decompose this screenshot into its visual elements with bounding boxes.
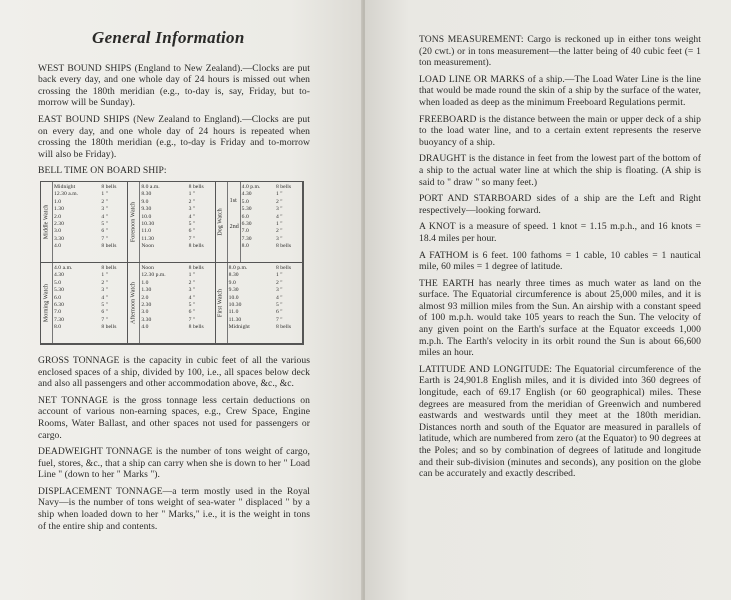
bell-row: [54, 302, 125, 309]
gross-tonnage-paragraph: [38, 355, 310, 390]
bell-count: 5 ": [101, 220, 108, 227]
bell-row: [54, 199, 125, 206]
bell-time: 6.0: [54, 294, 62, 301]
right-page: [365, 0, 731, 600]
bell-row: [141, 265, 212, 272]
bell-row: [54, 214, 125, 221]
deadweight-tonnage-paragraph: [38, 446, 310, 481]
bell-row: [54, 317, 125, 324]
bell-row: [54, 280, 125, 287]
bell-row: [229, 302, 300, 309]
bell-time: 12.30 a.m.: [54, 191, 79, 198]
dog-watch-first-label: 1st: [229, 197, 237, 204]
bell-row: [229, 324, 300, 331]
freeboard-paragraph: [419, 114, 701, 149]
watch-cell: [128, 263, 215, 344]
watch-name: [216, 263, 228, 343]
watch-rows: [229, 265, 300, 332]
bell-count: 7 ": [188, 316, 196, 323]
bell-time: Noon: [141, 264, 154, 271]
tons-measurement-text: : Cargo is reckoned up in either tons weight (20 cwt.) or in tons measurement—the latter being of 40 cubic feet (= 1 ton measurement).: [419, 34, 701, 69]
bell-count: 8 bells: [188, 264, 204, 271]
bell-row: [141, 243, 212, 250]
draught-text: is the distance in feet from the lowest part of the bottom of a ship to the actual water line at which the ship is floating. (A ship is said to " draw " so many feet.): [419, 153, 701, 188]
bell-row: [141, 228, 212, 235]
load-line-term: LOAD LINE OR MARKS: [419, 73, 525, 85]
bell-count: 6 ": [188, 309, 196, 316]
bell-count: 1 ": [188, 191, 196, 198]
bell-time: 4.30: [54, 272, 64, 279]
east-bound-term: EAST BOUND SHIPS: [38, 113, 130, 125]
bell-time: 2.30: [54, 220, 64, 227]
net-tonnage-term: NET TONNAGE: [38, 394, 108, 406]
earth-term: THE EARTH: [419, 277, 475, 289]
bell-count: 3 ": [188, 287, 196, 294]
watch-rows: [54, 265, 125, 332]
bell-count: 2 ": [101, 198, 108, 205]
displacement-tonnage-term: DISPLACEMENT TONNAGE: [38, 485, 163, 497]
earth-text: has nearly three times as much water as land on the surface. The Equatorial circumference is about 25,000 miles, and it is almost 93 million miles from the Sun. An airship with a constant speed of 100 m.p.h. would take 105 years to reach the Sun. The velocity of any given point on the Earth's surface at the Equator exceeds 1,000 m.p.h. The Earth's velocity in its orbit round the Sun is about 66,600 miles an hour.: [419, 277, 701, 359]
bell-count: 1 ": [275, 272, 283, 279]
net-tonnage-paragraph: [38, 395, 310, 441]
bell-count: 1 ": [275, 220, 283, 227]
bell-count: 3 ": [101, 206, 108, 213]
west-bound-text: (England to New Zealand).—Clocks are put back every day, and one whole day of 24 hours is missed out when crossing the 180th meridian (e.g., to-day is, say, Friday, but to-morrow will be Sunday).: [38, 62, 310, 109]
bell-row: [141, 324, 212, 331]
bell-time: Noon: [141, 243, 154, 250]
bell-time: 1.0: [54, 198, 62, 205]
bell-count: 3 ": [101, 287, 108, 294]
bell-count: 5 ": [188, 301, 196, 308]
bell-time: 2.0: [54, 213, 62, 220]
watch-cell: [216, 263, 303, 344]
west-bound-term: WEST BOUND SHIPS: [38, 62, 132, 74]
left-page: [0, 0, 363, 600]
bell-time: 6.30: [54, 301, 64, 308]
bell-row: [242, 191, 300, 198]
bell-time: 9.0: [228, 279, 236, 286]
bell-count: 8 bells: [275, 183, 292, 190]
freeboard-term: FREEBOARD: [419, 113, 477, 125]
bell-time: 7.30: [54, 316, 64, 323]
bell-time: 5.30: [54, 287, 64, 294]
bell-count: 8 bells: [101, 243, 117, 250]
bell-count: 3 ": [275, 287, 283, 294]
bell-count: 2 ": [275, 279, 283, 286]
earth-paragraph: [419, 278, 701, 359]
bell-row: [54, 191, 125, 198]
bell-row: [54, 243, 125, 250]
bell-time: 8.0: [54, 324, 62, 331]
bell-time: 9.30: [141, 206, 152, 213]
bell-row: [242, 184, 300, 191]
dog-watch-first: [229, 182, 241, 222]
bell-count: 1 ": [188, 272, 196, 279]
bell-row: [54, 295, 125, 302]
bell-row: [242, 236, 300, 243]
bell-time: Midnight: [228, 324, 250, 331]
draught-term: DRAUGHT: [419, 153, 467, 165]
bell-time: 3.0: [54, 228, 62, 235]
watch-cell: [41, 263, 128, 344]
bell-time: 8.0 p.m.: [228, 264, 248, 271]
bell-row: [141, 236, 212, 243]
bell-row: [141, 191, 212, 198]
bell-time: 10.30: [141, 220, 155, 227]
bell-count: 4 ": [101, 294, 108, 301]
bell-time: 5.30: [241, 206, 252, 213]
latitude-longitude-term: LATITUDE AND LONGITUDE: [419, 363, 550, 375]
bell-time: 11.0: [141, 228, 152, 235]
bell-count: 4 ": [275, 294, 283, 301]
bell-row: [229, 287, 300, 294]
bell-time: 9.30: [228, 287, 239, 294]
bell-row: [242, 243, 300, 250]
gross-tonnage-term: GROSS TONNAGE: [38, 354, 120, 366]
bell-row: [54, 206, 125, 213]
bell-count: 3 ": [188, 206, 196, 213]
fathom-text: is 6 feet. 100 fathoms = 1 cable, 10 cables = 1 nautical mile, 60 miles = 1 degree of latitude.: [419, 249, 702, 273]
bell-row: [54, 228, 125, 235]
bell-row: [54, 272, 125, 279]
bell-count: 2 ": [275, 198, 283, 205]
bell-count: 5 ": [101, 301, 108, 308]
bell-time: 4.30: [241, 191, 252, 198]
bell-count: 8 bells: [101, 183, 117, 190]
bell-time: 6.0: [241, 213, 249, 220]
bell-count: 2 ": [101, 279, 108, 286]
watch-name: [41, 263, 53, 343]
bell-row: [141, 280, 212, 287]
watch-name-text: Afternoon Watch: [130, 281, 137, 324]
bell-time: 3.30: [141, 316, 152, 323]
dog-watch-second-label: 2nd: [229, 223, 239, 230]
watch-name: [128, 263, 140, 343]
bell-row: [141, 295, 212, 302]
bell-count: 8 bells: [188, 243, 204, 250]
bell-count: 8 bells: [275, 324, 292, 331]
bell-count: 2 ": [188, 279, 196, 286]
bell-row: [54, 309, 125, 316]
bell-row: [141, 309, 212, 316]
displacement-tonnage-paragraph: [38, 486, 310, 532]
bell-time: Midnight: [54, 183, 76, 190]
bell-time: 10.0: [141, 213, 152, 220]
watch-name: [128, 182, 140, 262]
bell-time: 2.0: [141, 294, 149, 301]
bell-count: 1 ": [275, 191, 283, 198]
bell-row: [242, 228, 300, 235]
bell-time: 7.0: [241, 228, 249, 235]
east-bound-text: (New Zealand to England).—Clocks are put on every day, and one whole day of 24 hours is repeated when crossing the 180th meridian (e.g., to-day is Friday and to-morrow will also be Friday).: [38, 113, 310, 160]
displacement-tonnage-text: —a term mostly used in the Royal Navy—is the number of tons weight of sea-water " displaced " by a ship when loaded down to her " Marks," i.e., it is the weight in tons of the entire ship and contents.: [38, 485, 310, 532]
bell-row: [141, 302, 212, 309]
bell-row: [54, 221, 125, 228]
bell-row: [141, 287, 212, 294]
bell-time: 2.30: [141, 301, 152, 308]
bell-time: 1.30: [141, 287, 152, 294]
deadweight-tonnage-term: DEADWEIGHT TONNAGE: [38, 446, 153, 458]
watch-name-text: Forenoon Watch: [130, 201, 137, 243]
left-column: [38, 28, 310, 537]
bell-count: 5 ": [188, 220, 196, 227]
port-starboard-term: PORT AND STARBOARD: [419, 193, 532, 205]
bell-count: 4 ": [275, 213, 283, 220]
port-starboard-text: sides of a ship are the Left and Right respectively—looking forward.: [419, 193, 701, 216]
bell-time: 12.30 p.m.: [141, 272, 166, 279]
bell-time: 7.30: [241, 235, 252, 242]
bell-row: [229, 309, 300, 316]
bell-time: 3.0: [141, 309, 149, 316]
bell-time: 7.0: [54, 309, 62, 316]
bell-time-table: [40, 181, 304, 345]
bell-count: 3 ": [275, 206, 283, 213]
bell-time: 4.0: [141, 324, 149, 331]
knot-paragraph: [419, 221, 701, 244]
bell-time: 8.0: [241, 243, 249, 250]
bell-time: 1.0: [141, 279, 149, 286]
bell-row: [229, 265, 300, 272]
page-title: General Information: [92, 28, 245, 47]
deadweight-tonnage-text: is the number of tons weight of cargo, fuel, stores, &c., that a ship can carry when she is down to her " Load Line " (down to her " Marks ").: [38, 446, 310, 481]
load-line-paragraph: [419, 74, 701, 109]
west-bound-paragraph: [38, 63, 310, 109]
bell-row: [141, 221, 212, 228]
watch-name-text: First Watch: [217, 288, 224, 317]
draught-paragraph: [419, 153, 701, 188]
bell-row: [229, 280, 300, 287]
bell-time: 10.0: [228, 294, 239, 301]
east-bound-paragraph: [38, 114, 310, 160]
bell-row: [141, 199, 212, 206]
bell-time: 8.30: [228, 272, 239, 279]
watch-name-text: Morning Watch: [42, 283, 49, 323]
bell-count: 8 bells: [275, 243, 292, 250]
bell-count: 6 ": [188, 228, 196, 235]
watch-cell: [41, 182, 128, 263]
bell-count: 7 ": [188, 235, 196, 242]
bell-row: [242, 221, 300, 228]
bell-count: 4 ": [101, 213, 108, 220]
bell-count: 7 ": [275, 316, 283, 323]
bell-count: 2 ": [188, 198, 196, 205]
bell-row: [54, 236, 125, 243]
watch-cell: [216, 182, 303, 263]
bell-count: 2 ": [275, 228, 283, 235]
bell-time: 10.30: [228, 301, 242, 308]
bell-row: [229, 272, 300, 279]
bell-count: 1 ": [101, 272, 108, 279]
bell-time: 5.0: [241, 198, 249, 205]
tons-measurement-paragraph: [419, 34, 701, 69]
bell-count: 8 bells: [101, 324, 117, 331]
bell-time-heading: BELL TIME ON BOARD SHIP:: [38, 165, 167, 177]
bell-count: 8 bells: [188, 183, 204, 190]
watch-rows: [141, 184, 212, 251]
bell-row: [242, 206, 300, 213]
bell-count: 6 ": [101, 228, 108, 235]
right-column: [419, 34, 701, 485]
knot-term: A KNOT: [419, 221, 456, 233]
watch-name-text: Dog Watch: [217, 208, 224, 236]
bell-row: [54, 265, 125, 272]
fathom-term: A FATHOM: [419, 249, 469, 261]
watch-cell: [128, 182, 215, 263]
load-line-text: of a ship.—The Load Water Line is the line that would be made round the skin of a ship by the surface of the water, when loaded as deep as the minimum Freeboard Regulations permit.: [419, 73, 701, 108]
bell-time: 6.30: [241, 220, 252, 227]
latitude-longitude-paragraph: [419, 364, 701, 480]
watch-rows: [54, 184, 125, 251]
bell-time: 1.30: [54, 206, 64, 213]
bell-time: 4.0 a.m.: [54, 264, 73, 271]
watch-rows: [141, 265, 212, 332]
knot-text: is a measure of speed. 1 knot = 1.15 m.p.h., and 16 knots = 18.4 miles per hour.: [419, 221, 701, 244]
tons-measurement-term: TONS MEASUREMENT: [419, 34, 521, 45]
bell-count: 4 ": [188, 294, 196, 301]
bell-count: 8 bells: [188, 324, 204, 331]
bell-count: 8 bells: [101, 264, 117, 271]
bell-time: 5.0: [54, 279, 62, 286]
bell-count: 6 ": [101, 309, 108, 316]
bell-row: [141, 272, 212, 279]
bell-count: 3 ": [275, 235, 283, 242]
fathom-paragraph: [419, 250, 701, 273]
gross-tonnage-text: is the capacity in cubic feet of all the various enclosed spaces of a ship, divided by 100, i.e., all spaces below deck and also all passengers and other accommodation above, &c., &c.: [38, 354, 310, 390]
bell-row: [229, 295, 300, 302]
watch-name-text: Middle Watch: [42, 204, 49, 240]
bell-row: [54, 287, 125, 294]
bell-row: [242, 199, 300, 206]
bell-row: [54, 184, 125, 191]
bell-time: 9.0: [141, 198, 149, 205]
port-starboard-paragraph: [419, 193, 701, 216]
bell-count: 8 bells: [275, 264, 292, 271]
bell-time: 11.30: [141, 235, 154, 242]
bell-time: 8.30: [141, 191, 152, 198]
bell-row: [54, 324, 125, 331]
bell-row: [242, 214, 300, 221]
bell-count: 4 ": [188, 213, 196, 220]
bell-time: 11.0: [228, 309, 239, 316]
watch-name: [41, 182, 53, 262]
bell-time: 4.0 p.m.: [241, 183, 261, 190]
bell-row: [141, 214, 212, 221]
freeboard-text: is the distance between the main or upper deck of a ship to the load water line, and to a certain extent represents the reserve buoyancy of a ship.: [419, 113, 701, 148]
watch-rows: [242, 184, 300, 251]
dog-watch-second: [229, 222, 241, 262]
bell-row: [141, 206, 212, 213]
bell-row: [141, 317, 212, 324]
bell-count: 7 ": [101, 235, 108, 242]
bell-time: 8.0 a.m.: [141, 183, 160, 190]
bell-count: 1 ": [101, 191, 108, 198]
bell-count: 6 ": [275, 309, 283, 316]
bell-time: 4.0: [54, 243, 62, 250]
bell-count: 7 ": [101, 316, 108, 323]
bell-time: 3.30: [54, 235, 64, 242]
bell-time: 11.30: [228, 316, 242, 323]
net-tonnage-text: is the gross tonnage less certain deductions on account of various non-earning spaces, e.g., Crew Space, Engine Rooms, Water Ballast, and other spaces not used for passengers or cargo.: [38, 394, 310, 441]
bell-row: [141, 184, 212, 191]
watch-name: [216, 182, 228, 262]
latitude-longitude-text: : The Equatorial circumference of the Earth is 24,901.8 English miles, and it is divided into 360 degrees of longitude, each of 69.17 English (or 60 geographical) miles. These degrees are measured from the meridian of Greenwich and numbered eastwards and westwards until they meet at the 180th meridian. Distances north and south of the Equator are measured in parallels of latitude, which are numbered from zero (at the Equator) to 90 degrees at the Poles; and so by combination of degrees of latitude and longitude and their sub-division (minutes and seconds), any position on the globe can be accurately and exactly described.: [419, 363, 701, 480]
bell-count: 5 ": [275, 301, 283, 308]
bell-row: [229, 317, 300, 324]
